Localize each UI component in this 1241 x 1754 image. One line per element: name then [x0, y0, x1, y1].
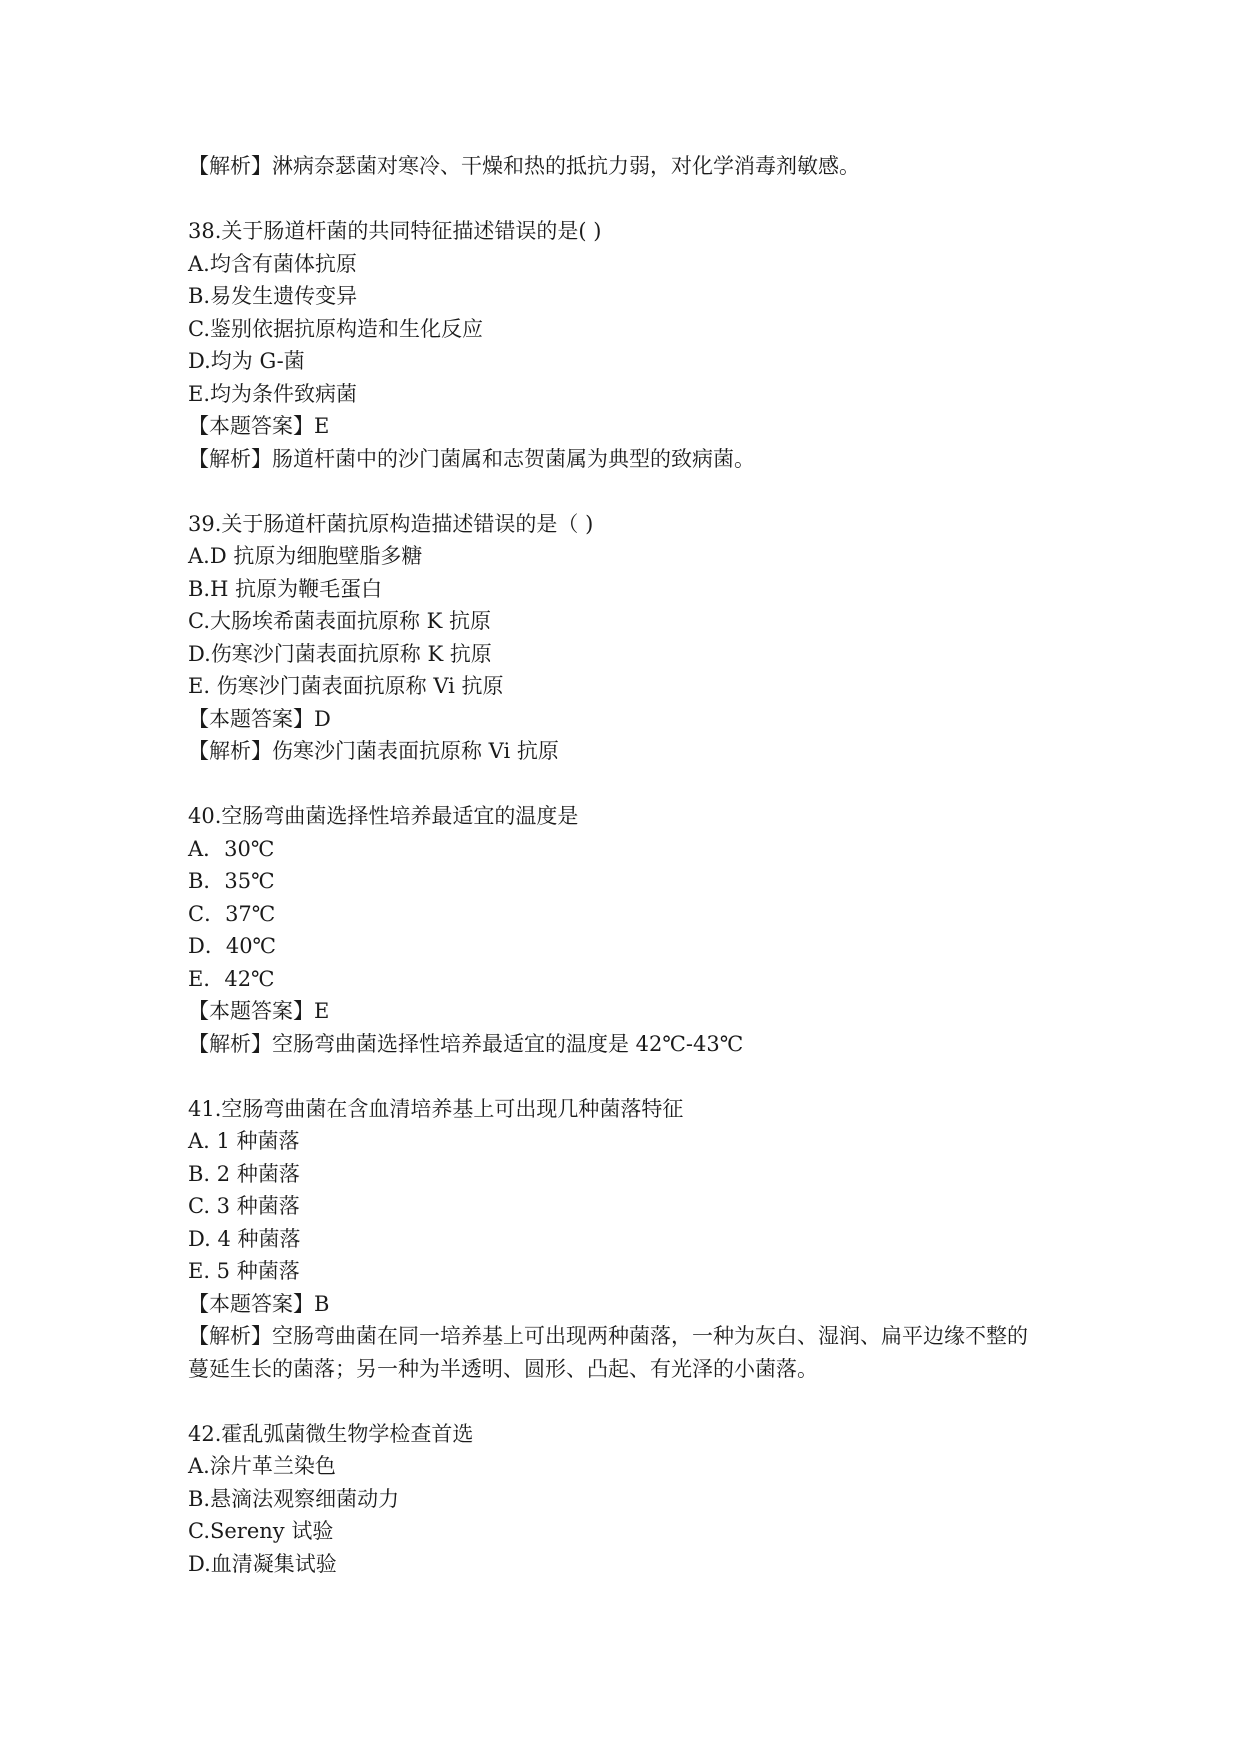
- question-40-explanation: 【解析】空肠弯曲菌选择性培养最适宜的温度是 42℃-43℃: [188, 1031, 744, 1056]
- explanation-37: 【解析】淋病奈瑟菌对寒冷、干燥和热的抵抗力弱，对化学消毒剂敏感。: [188, 154, 860, 178]
- question-41-option-c: C. 3 种菌落: [188, 1194, 300, 1218]
- spacer: [188, 1060, 1068, 1093]
- question-38-explanation: 【解析】肠道杆菌中的沙门菌属和志贺菌属为典型的致病菌。: [188, 446, 755, 471]
- question-42-option-c: C.Sereny 试验: [188, 1519, 334, 1543]
- question-41-stem: 41.空肠弯曲菌在含血清培养基上可出现几种菌落特征: [188, 1096, 684, 1121]
- question-40-option-c: C．37℃: [188, 901, 276, 926]
- spacer: [188, 1385, 1068, 1418]
- question-40-option-b: B．35℃: [188, 869, 275, 893]
- question-42-stem: 42.霍乱弧菌微生物学检查首选: [188, 1421, 474, 1446]
- page-content: [188, 150, 1068, 1580]
- question-38-option-a: A.均含有菌体抗原: [188, 251, 357, 276]
- question-40-answer: 【本题答案】E: [188, 999, 330, 1023]
- question-39-option-e: E. 伤寒沙门菌表面抗原称 Vi 抗原: [188, 674, 504, 698]
- spacer: [188, 183, 1068, 216]
- question-41-option-b: B. 2 种菌落: [188, 1161, 300, 1186]
- question-40-option-d: D．40℃: [188, 934, 277, 958]
- question-39-explanation: 【解析】伤寒沙门菌表面抗原称 Vi 抗原: [188, 739, 559, 763]
- question-39-answer: 【本题答案】D: [188, 706, 331, 731]
- question-39-option-a: A.D 抗原为细胞壁脂多糖: [188, 544, 423, 568]
- question-40-stem: 40.空肠弯曲菌选择性培养最适宜的温度是: [188, 804, 579, 828]
- question-42-option-b: B.悬滴法观察细菌动力: [188, 1486, 400, 1511]
- question-42-option-d: D.血清凝集试验: [188, 1551, 337, 1576]
- question-41-option-a: A. 1 种菌落: [188, 1129, 300, 1153]
- question-41-option-d: D. 4 种菌落: [188, 1226, 301, 1251]
- question-39-stem: 39.关于肠道杆菌抗原构造描述错误的是（ ): [188, 511, 594, 536]
- spacer: [188, 768, 1068, 801]
- question-41-option-e: E. 5 种菌落: [188, 1259, 300, 1283]
- question-40-option-a: A．30℃: [188, 836, 275, 861]
- question-38-option-d: D.均为 G-菌: [188, 349, 305, 373]
- question-38-stem: 38.关于肠道杆菌的共同特征描述错误的是( ): [188, 219, 602, 243]
- spacer: [188, 475, 1068, 508]
- question-39-option-d: D.伤寒沙门菌表面抗原称 K 抗原: [188, 641, 492, 666]
- question-41-explanation-line-2: 蔓延生长的菌落；另一种为半透明、圆形、凸起、有光泽的小菌落。: [188, 1356, 818, 1381]
- question-41-answer: 【本题答案】B: [188, 1291, 330, 1316]
- question-42-option-a: A.涂片革兰染色: [188, 1454, 336, 1478]
- question-41-explanation-line-1: 【解析】空肠弯曲菌在同一培养基上可出现两种菌落，一种为灰白、湿润、扁平边缘不整的: [188, 1324, 1028, 1348]
- question-40-option-e: E．42℃: [188, 966, 275, 991]
- question-38-option-c: C.鉴别依据抗原构造和生化反应: [188, 316, 483, 341]
- question-39-option-b: B.H 抗原为鞭毛蛋白: [188, 576, 383, 601]
- question-38-answer: 【本题答案】E: [188, 414, 330, 438]
- question-39-option-c: C.大肠埃希菌表面抗原称 K 抗原: [188, 609, 492, 633]
- question-38-option-e: E.均为条件致病菌: [188, 381, 358, 406]
- question-38-option-b: B.易发生遗传变异: [188, 284, 358, 308]
